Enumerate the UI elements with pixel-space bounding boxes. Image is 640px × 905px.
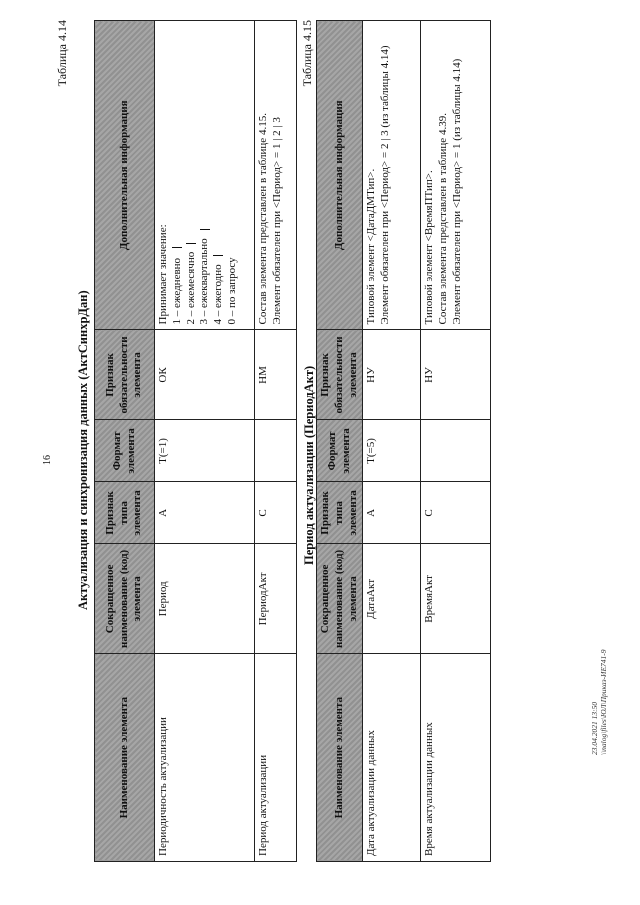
table-414-header-required: Признак обязательности элемента <box>95 330 155 420</box>
table-414-caption: Таблица 4.14 <box>55 20 69 87</box>
info-line-wrap <box>185 26 199 324</box>
cell-format <box>255 420 297 482</box>
page-number: 16 <box>42 455 53 465</box>
table-415-header-name: Наименование элемента <box>317 654 363 862</box>
table-415-header-required: Признак обязательности элемента <box>317 330 363 420</box>
table-415-title: Период актуализации (ПериодАкт) <box>302 365 316 565</box>
table-414-header-format: Формат элемента <box>95 420 155 482</box>
cell-format <box>421 420 491 482</box>
info-line: Элемент обязателен при <Период> = 1 (из таблицы 4.14) <box>450 58 463 325</box>
cell-format: T(=1) <box>155 420 255 482</box>
info-line-wrap <box>212 26 226 324</box>
cell-type: С <box>255 482 297 544</box>
cell-info <box>255 21 297 330</box>
info-line: Состав элемента представлен в таблице 4.39. <box>437 113 449 325</box>
info-line: 2 – ежемесячно <box>184 251 197 325</box>
footer-date: 23.04.2021 13:50 <box>590 701 599 755</box>
table-415-header-code: Сокращенное наименование (код) элемента <box>317 544 363 654</box>
table-415 <box>316 20 491 862</box>
info-line: 1 – ежедневно <box>170 257 183 325</box>
table-row <box>421 21 491 862</box>
info-line: 4 – ежегодно <box>212 264 224 325</box>
cell-type: А <box>155 482 255 544</box>
info-line-wrap <box>198 26 212 324</box>
table-row <box>363 21 421 862</box>
bar-mark <box>186 243 196 244</box>
table-row <box>255 21 297 862</box>
cell-code: Период <box>155 544 255 654</box>
cell-required: ОК <box>155 330 255 420</box>
cell-type: А <box>363 482 421 544</box>
footer-stamp <box>590 649 609 755</box>
cell-required: НМ <box>255 330 297 420</box>
info-line: 3 – ежеквартально <box>198 238 211 325</box>
cell-code: ВремяАкт <box>421 544 491 654</box>
cell-name: Периодичность актуализации <box>155 654 255 862</box>
table-414-header-name: Наименование элемента <box>95 654 155 862</box>
table-415-header-info: Дополнительная информация <box>317 21 363 330</box>
footer-path: \\nalog\files\ЮЛ\Приказ-ИЕ741-9 <box>599 649 609 755</box>
cell-info <box>421 21 491 330</box>
bar-mark <box>172 247 182 248</box>
table-414-header-code: Сокращенное наименование (код) элемента <box>95 544 155 654</box>
info-line: 0 – по запросу <box>225 257 238 325</box>
info-line: Принимает значение: <box>157 224 169 325</box>
cell-type: С <box>421 482 491 544</box>
info-line: Элемент обязателен при <Период> = 1 | 2 | 3 <box>270 117 283 325</box>
table-414-header-type: Признак типа элемента <box>95 482 155 544</box>
info-line: Элемент обязателен при <Период> = 2 | 3 (из таблицы 4.14) <box>379 45 391 325</box>
table-414 <box>94 20 297 862</box>
info-line-wrap <box>171 26 185 324</box>
cell-info <box>155 21 255 330</box>
cell-required: НУ <box>421 330 491 420</box>
bar-mark <box>213 255 223 256</box>
cell-name: Период актуализации <box>255 654 297 862</box>
cell-format: T(=5) <box>363 420 421 482</box>
table-415-header-format: Формат элемента <box>317 420 363 482</box>
table-415-caption: Таблица 4.15 <box>300 20 314 87</box>
table-414-header-info: Дополнительная информация <box>95 21 155 330</box>
info-line: Состав элемента представлен в таблице 4.15. <box>257 113 269 325</box>
cell-name: Дата актуализации данных <box>363 654 421 862</box>
table-row <box>155 21 255 862</box>
info-line: Типовой элемент <ДатаДМТип>. <box>365 168 378 325</box>
table-415-header-type: Признак типа элемента <box>317 482 363 544</box>
cell-info <box>363 21 421 330</box>
cell-name: Время актуализации данных <box>421 654 491 862</box>
info-line: Типовой элемент <ВремяПТип>. <box>423 170 436 325</box>
table-414-title: Актуализация и синхронизация данных (АктСинхрДан) <box>76 290 90 610</box>
cell-code: ДатаАкт <box>363 544 421 654</box>
cell-code: ПериодАкт <box>255 544 297 654</box>
cell-required: НУ <box>363 330 421 420</box>
bar-mark <box>200 229 210 230</box>
